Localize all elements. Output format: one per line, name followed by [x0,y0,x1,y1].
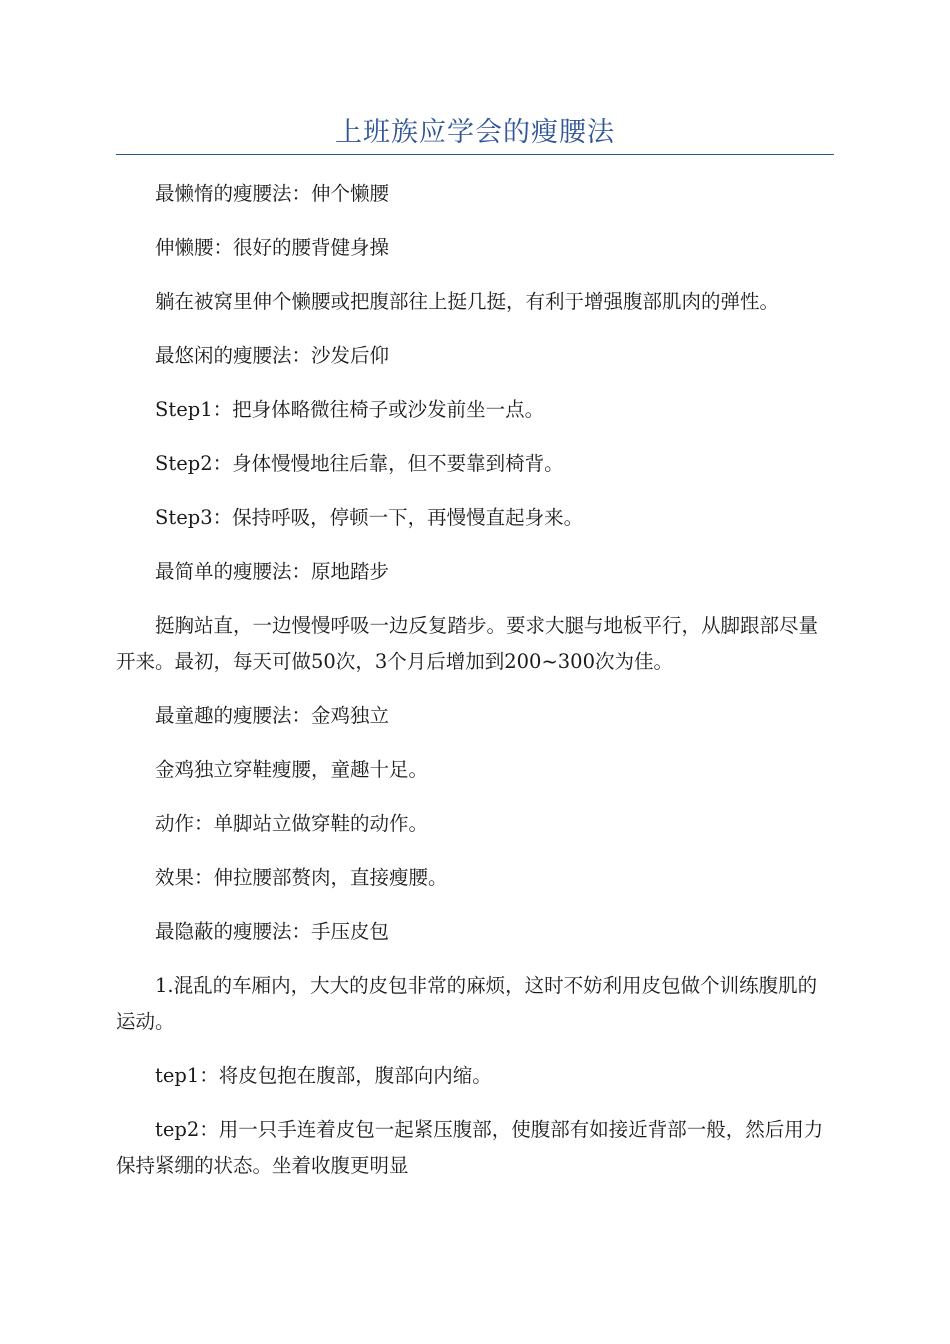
paragraph: 躺在被窝里伸个懒腰或把腹部往上挺几挺，有利于增强腹部肌肉的弹性。 [155,290,780,313]
step-item: Step3：保持呼吸，停顿一下，再慢慢直起身来。 [155,506,584,529]
title-underline [116,154,834,155]
document-title: 上班族应学会的瘦腰法 [335,117,615,148]
paragraph: 伸懒腰：很好的腰背健身操 [155,236,390,259]
heading-lazy-method: 最懒惰的瘦腰法：伸个懒腰 [155,182,390,205]
heading-leisure-method: 最悠闲的瘦腰法：沙发后仰 [155,344,390,367]
step-item: Step2：身体慢慢地往后靠，但不要靠到椅背。 [155,452,564,475]
heading-hidden-method: 最隐蔽的瘦腰法：手压皮包 [155,920,390,943]
step-item: Step1：把身体略微往椅子或沙发前坐一点。 [155,398,545,421]
heading-simple-method: 最简单的瘦腰法：原地踏步 [155,560,390,583]
heading-fun-method: 最童趣的瘦腰法：金鸡独立 [155,704,390,727]
step-item: tep2：用一只手连着皮包一起紧压腹部，使腹部有如接近背部一般，然后用力保持紧绷的状态。坐着收腹更明显 [116,1118,824,1177]
paragraph: 动作：单脚站立做穿鞋的动作。 [155,812,429,835]
paragraph: 效果：伸拉腰部赘肉，直接瘦腰。 [155,866,448,889]
paragraph: 金鸡独立穿鞋瘦腰，童趣十足。 [155,758,429,781]
step-item: tep1：将皮包抱在腹部，腹部向内缩。 [155,1064,492,1087]
paragraph: 挺胸站直，一边慢慢呼吸一边反复踏步。要求大腿与地板平行，从脚跟部尽量开来。最初，每天可做50次，3个月后增加到200~300次为佳。 [116,614,819,673]
document-body [116,176,834,1202]
paragraph: 1.混乱的车厢内，大大的皮包非常的麻烦，这时不妨利用皮包做个训练腹肌的运动。 [116,974,818,1033]
